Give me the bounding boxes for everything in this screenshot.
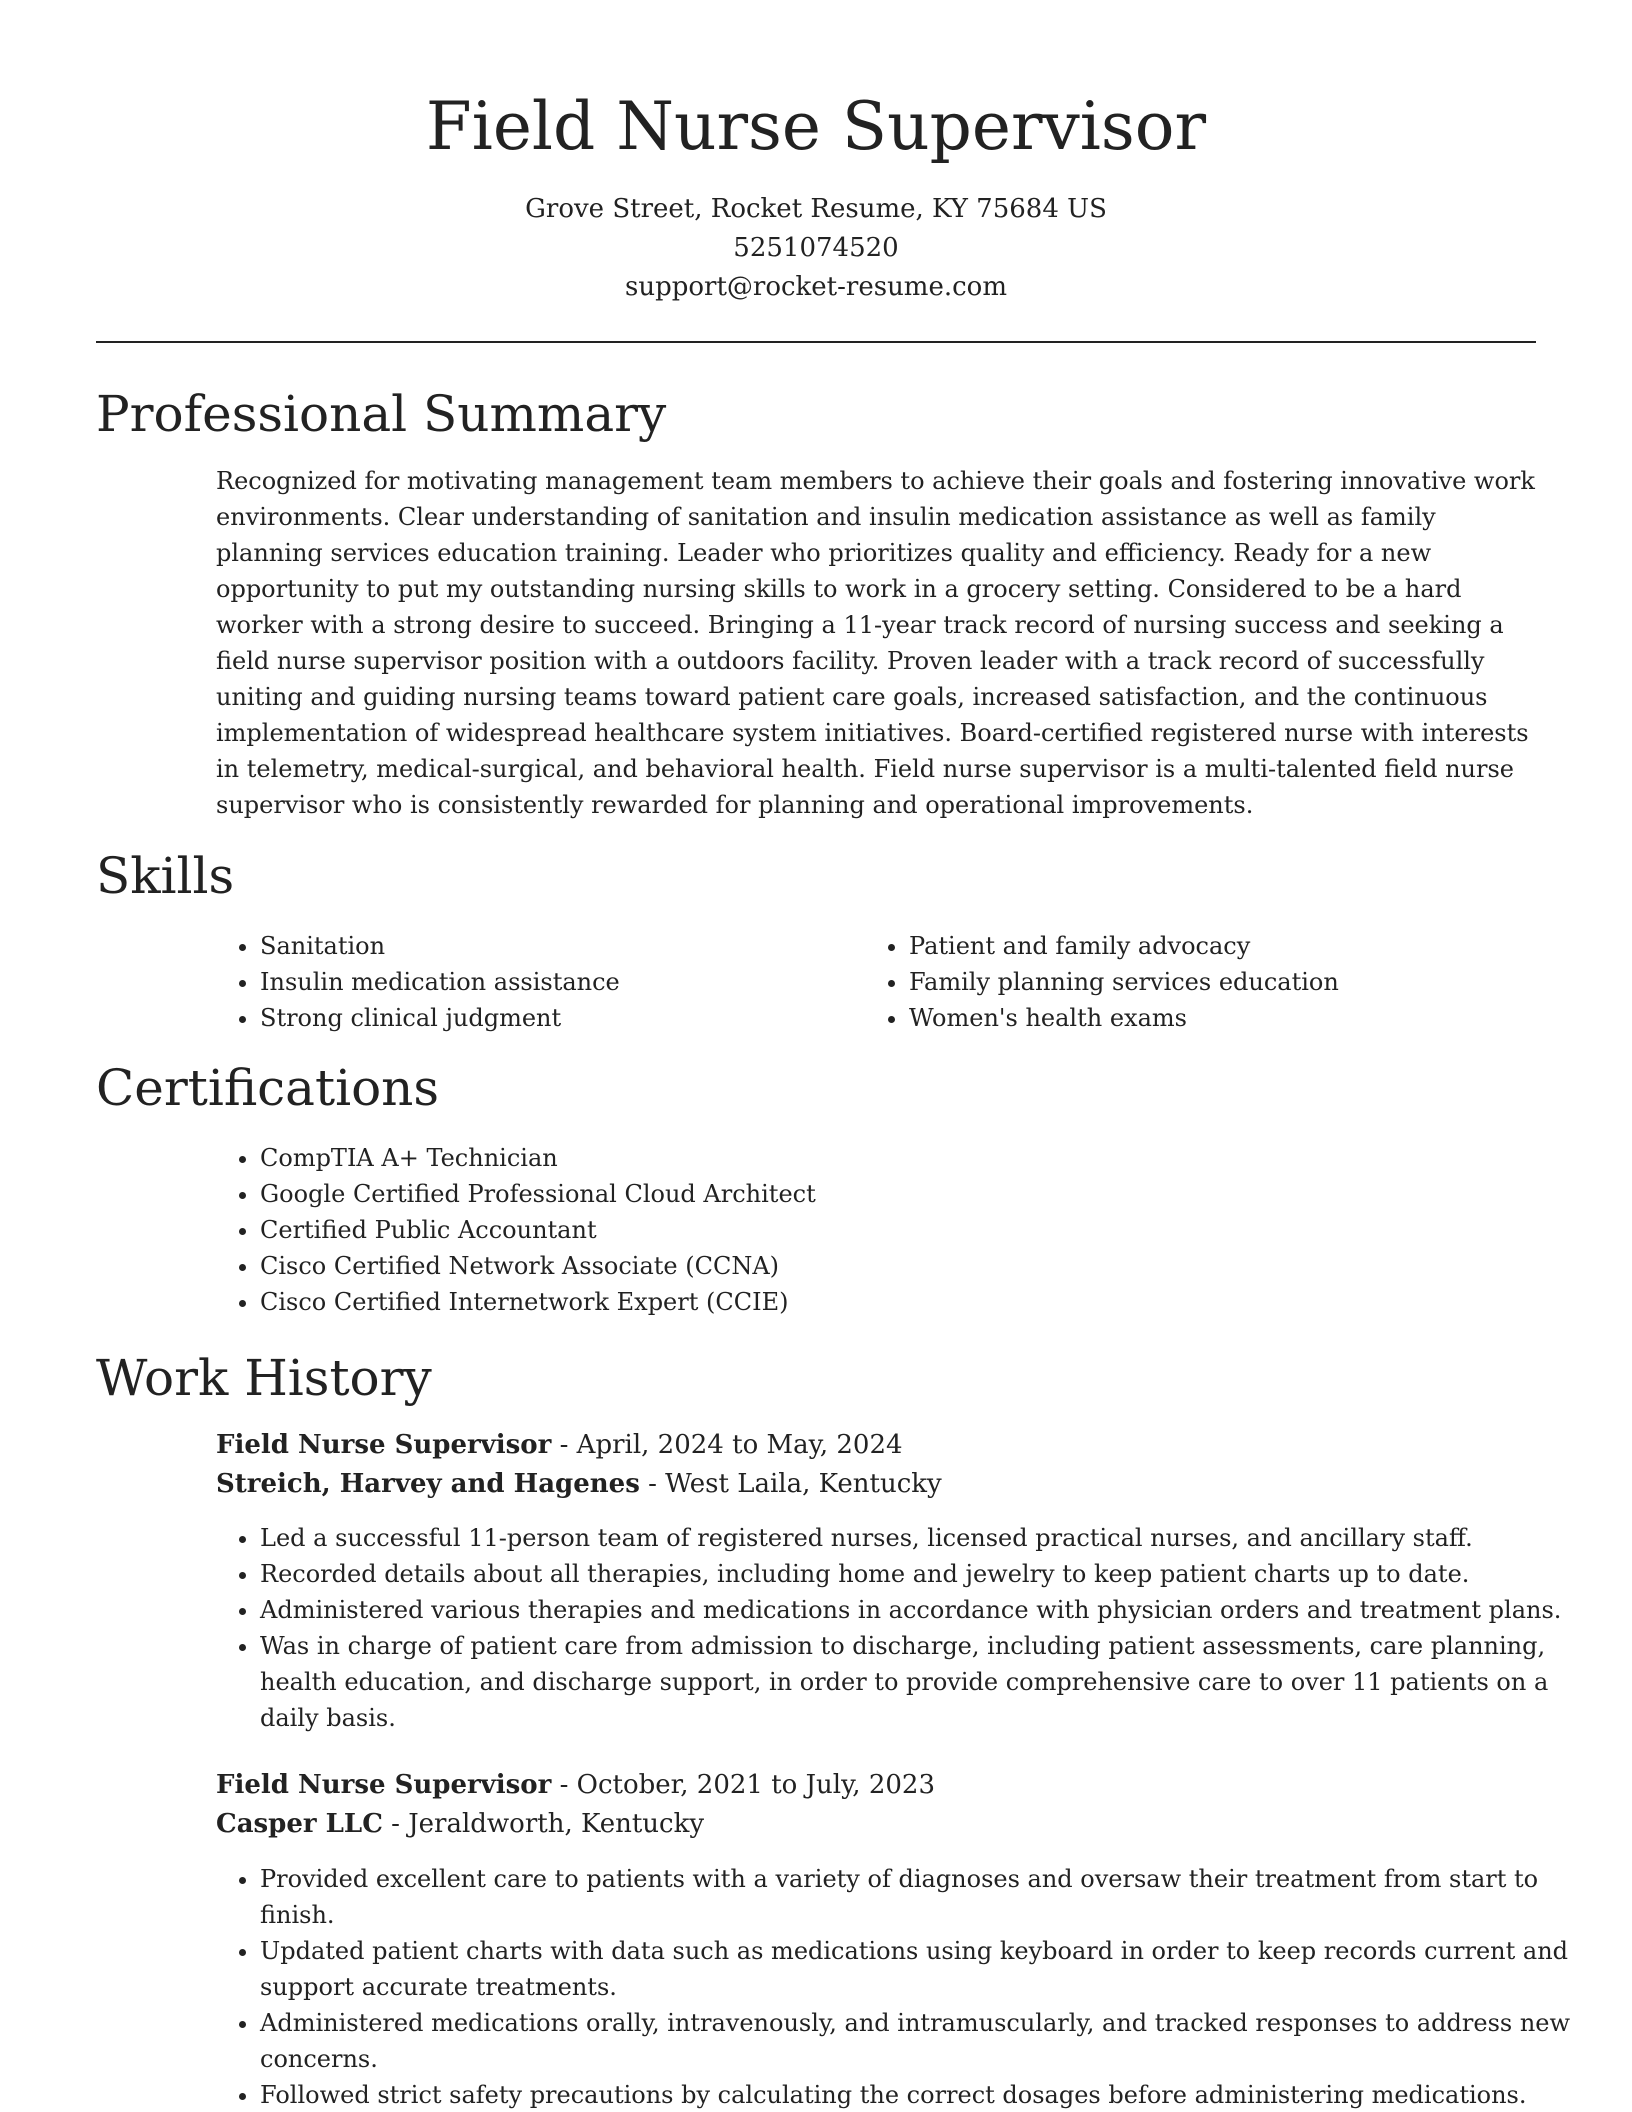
- skills-list-right: [865, 928, 1549, 1036]
- job-title: Field Nurse Supervisor: [216, 1770, 552, 1800]
- skill-item: • Women's health exams: [909, 1000, 1549, 1036]
- certifications-heading: Certifications: [96, 1059, 440, 1117]
- job-dates: - April, 2024 to May, 2024: [551, 1430, 903, 1460]
- job-bullets: [216, 1520, 1580, 1736]
- candidate-name: Field Nurse Supervisor: [425, 88, 1207, 165]
- job-bullet: • Followed strict safety precautions by calculating the correct dosages before administering medications.: [260, 2077, 1580, 2112]
- job-company-line: [216, 1465, 942, 1504]
- job-title-line: [216, 1426, 903, 1465]
- company-location: - West Laila, Kentucky: [639, 1469, 942, 1499]
- job-dates: - October, 2021 to July, 2023: [551, 1770, 935, 1800]
- skill-item: • Patient and family advocacy: [909, 928, 1549, 964]
- certification-item: • Certified Public Accountant: [260, 1212, 1260, 1248]
- certification-item: • Cisco Certified Internetwork Expert (CCIE): [260, 1284, 1260, 1320]
- job-bullets: [216, 1861, 1580, 2112]
- skills-list-left: [216, 928, 860, 1036]
- job-bullet: • Was in charge of patient care from admission to discharge, including patient assessments, care planning, health education, and discharge support, in order to provide comprehensive care to over 11 patients on a daily basis.: [260, 1628, 1580, 1736]
- skill-item: • Strong clinical judgment: [260, 1000, 860, 1036]
- skill-item: • Sanitation: [260, 928, 860, 964]
- skill-item: • Family planning services education: [909, 964, 1549, 1000]
- certification-item: • Google Certified Professional Cloud Architect: [260, 1176, 1260, 1212]
- job-company-line: [216, 1805, 704, 1844]
- company-location: - Jeraldworth, Kentucky: [382, 1809, 705, 1839]
- company-name: Streich, Harvey and Hagenes: [216, 1469, 640, 1499]
- job-title-line: [216, 1766, 935, 1805]
- summary-heading: Professional Summary: [96, 385, 667, 443]
- skill-item: • Insulin medication assistance: [260, 964, 860, 1000]
- certification-item: • Cisco Certified Network Associate (CCNA): [260, 1248, 1260, 1284]
- contact-info: [0, 190, 1632, 307]
- header-divider: [96, 341, 1536, 343]
- job-bullet: • Led a successful 11-person team of registered nurses, licensed practical nurses, and ancillary staff.: [260, 1520, 1580, 1556]
- work-history-heading: Work History: [96, 1349, 432, 1407]
- job-bullet: • Recorded details about all therapies, including home and jewelry to keep patient charts up to date.: [260, 1556, 1580, 1592]
- address: Grove Street, Rocket Resume, KY 75684 US: [525, 194, 1107, 224]
- company-name: Casper LLC: [216, 1809, 383, 1839]
- job-bullet: • Administered various therapies and medications in accordance with physician orders and treatment plans.: [260, 1592, 1580, 1628]
- certifications-list: [216, 1140, 1260, 1320]
- phone-number: 5251074520: [733, 233, 899, 263]
- summary-text: Recognized for motivating management team members to achieve their goals and fostering innovative work environments. Clear understanding of sanitation and insulin medication assistance as well as family planning services education training. Leader who prioritizes quality and efficiency. Ready for a new opportunity to put my outstanding nursing skills to work in a grocery setting. Considered to be a hard worker with a strong desire to succeed. Bringing a 11-year track record of nursing success and seeking a field nurse supervisor position with a outdoors facility. Proven leader with a track record of successfully uniting and guiding nursing teams toward patient care goals, increased satisfaction, and the continuous implementation of widespread healthcare system initiatives. Board-certified registered nurse with interests in telemetry, medical-surgical, and behavioral health. Field nurse supervisor is a multi-talented field nurse supervisor who is consistently rewarded for planning and operational improvements.: [216, 467, 1535, 819]
- email-address: support@rocket-resume.com: [624, 272, 1007, 302]
- job-bullet: • Administered medications orally, intravenously, and intramuscularly, and tracked responses to address new concerns.: [260, 2005, 1580, 2077]
- skills-heading: Skills: [96, 847, 235, 905]
- job-bullet: • Updated patient charts with data such as medications using keyboard in order to keep records current and support accurate treatments.: [260, 1933, 1580, 2005]
- certification-item: • CompTIA A+ Technician: [260, 1140, 1260, 1176]
- job-bullet: • Provided excellent care to patients with a variety of diagnoses and oversaw their treatment from start to finish.: [260, 1861, 1580, 1933]
- job-title: Field Nurse Supervisor: [216, 1430, 552, 1460]
